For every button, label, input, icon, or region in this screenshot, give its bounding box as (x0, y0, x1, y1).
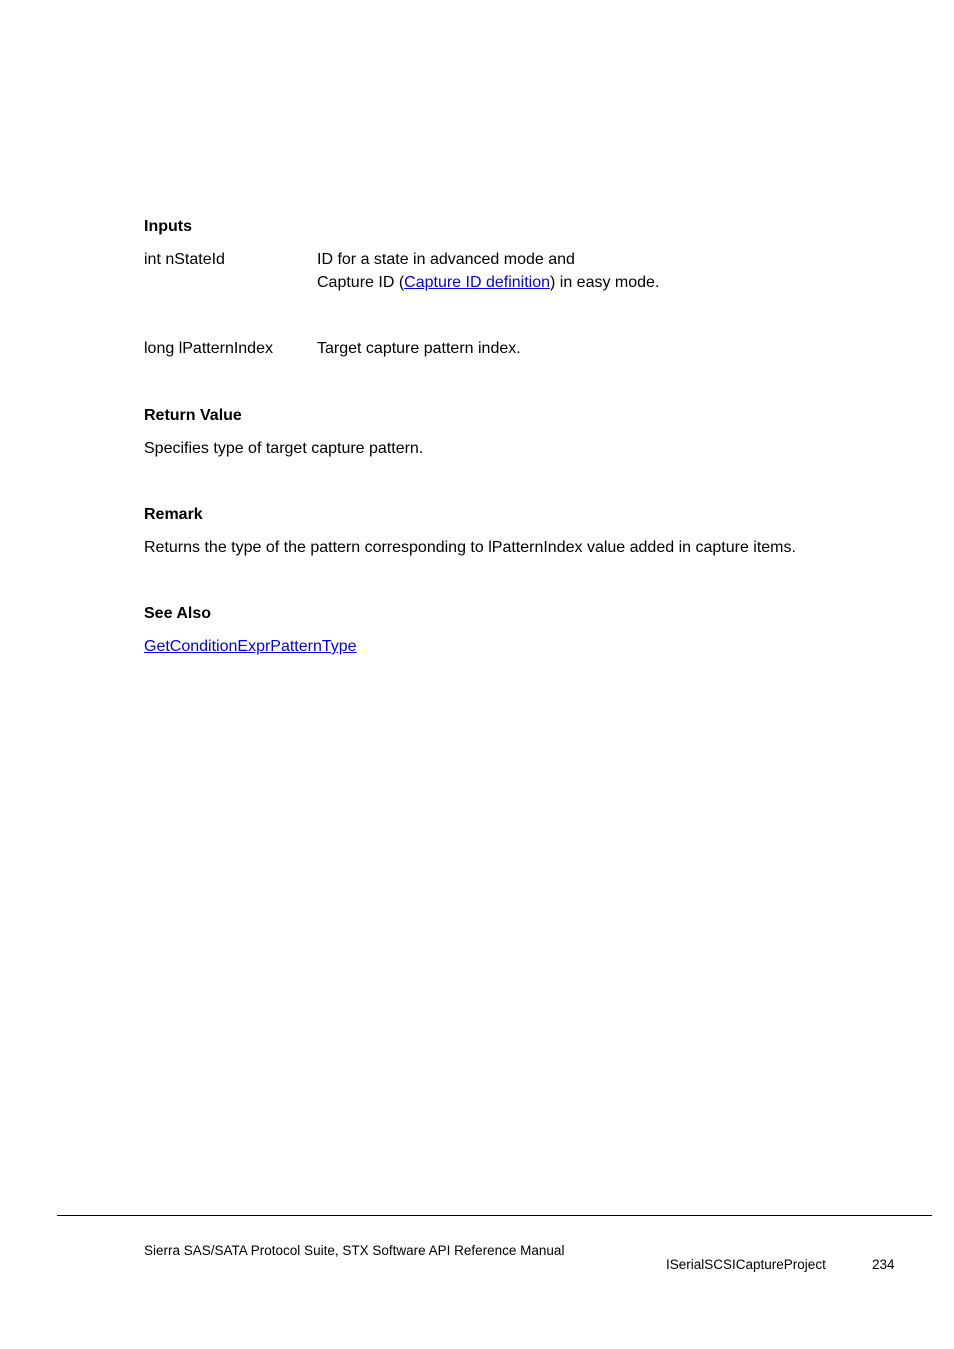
param-desc-lpatternindex: Target capture pattern index. (317, 340, 521, 357)
see-also-heading: See Also (144, 605, 211, 622)
param-name-nstateid: int nStateId (144, 251, 225, 268)
inputs-heading: Inputs (144, 218, 192, 235)
footer-page-number: 234 (872, 1257, 895, 1272)
footer-manual-title: Sierra SAS/SATA Protocol Suite, STX Software API Reference Manual (144, 1243, 565, 1258)
return-value-heading: Return Value (144, 407, 242, 424)
footer-section-name: ISerialSCSICaptureProject (666, 1257, 826, 1272)
capture-id-definition-link[interactable]: Capture ID definition (404, 274, 550, 291)
param-desc-suffix: ) in easy mode. (550, 274, 660, 291)
remark-text: Returns the type of the pattern corresponding to lPatternIndex value added in capture items. (144, 539, 796, 556)
param-desc-nstateid-line1: ID for a state in advanced mode and (317, 251, 575, 268)
return-value-text: Specifies type of target capture pattern. (144, 440, 424, 457)
param-name-lpatternindex: long lPatternIndex (144, 340, 273, 357)
param-desc-prefix: Capture ID ( (317, 274, 405, 291)
param-desc-nstateid-line2 (317, 271, 659, 294)
remark-heading: Remark (144, 506, 203, 523)
footer-divider (57, 1215, 932, 1216)
get-condition-expr-pattern-type-link[interactable]: GetConditionExprPatternType (144, 638, 357, 655)
